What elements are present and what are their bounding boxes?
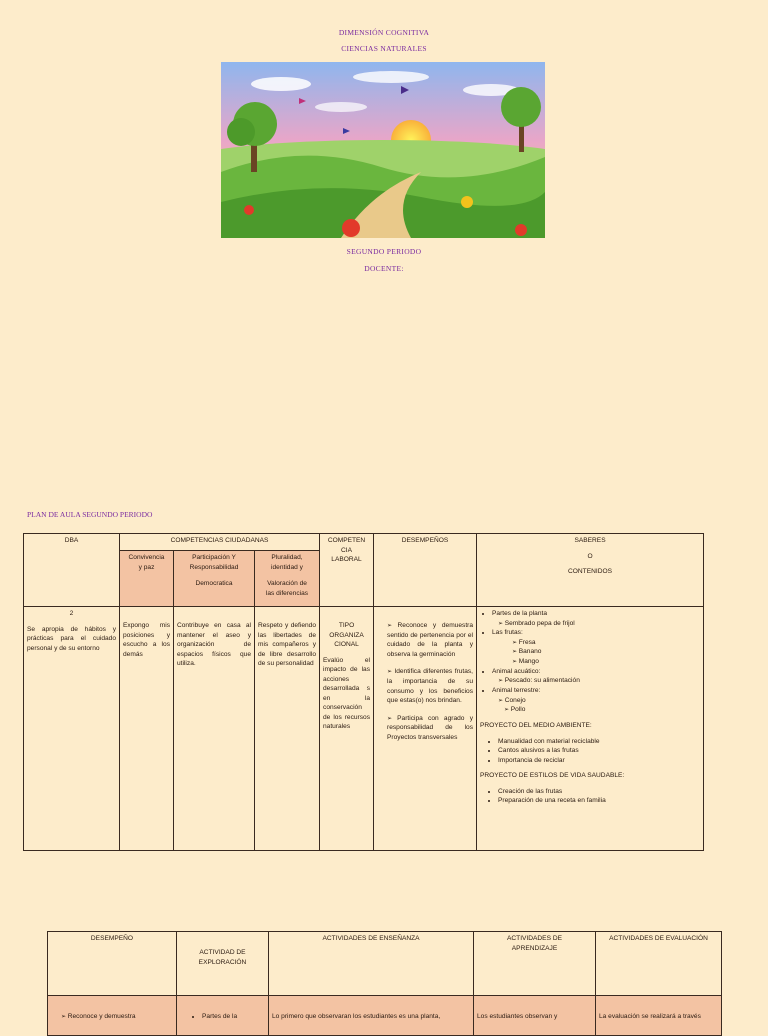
header-dba: DBA — [24, 534, 120, 607]
header-desempenos: DESEMPEÑOS — [374, 534, 477, 607]
list-item: ➢ Pollo — [504, 705, 700, 715]
list-item: • Cantos alusivos a las frutas — [498, 746, 700, 756]
plan-title: PLAN DE AULA SEGUNDO PERIODO — [27, 510, 153, 519]
header-ensenanza: ACTIVIDADES DE ENSEÑANZA — [269, 932, 474, 996]
desempeno-cell: ➢ Reconoce y demuestra — [48, 996, 177, 1036]
desempeno-item: ➢ Identifica diferentes frutas, la importancia de su consumo y los beneficios que estas(o) nos brindan. — [387, 667, 473, 705]
desempenos-cell — [374, 607, 477, 851]
convivencia-cell: Expongo mis posiciones y escucho a los demás — [120, 607, 174, 851]
header-competencias: COMPETENCIAS CIUDADANAS — [120, 534, 320, 551]
header-desempeno: DESEMPEÑO — [48, 932, 177, 996]
list-item: • Partes de la planta — [492, 609, 700, 619]
list-item: • Animal terrestre: — [492, 686, 700, 696]
header-laboral: COMPETEN CIA LABORAL — [320, 534, 374, 607]
saberes-cell — [477, 607, 704, 851]
header-evaluacion: ACTIVIDADES DE EVALUACIÓN — [596, 932, 722, 996]
subheader-participacion: Participación Y Responsabilidad Democratica — [174, 551, 255, 607]
laboral-cell: TIPO ORGANIZA CIONAL Evalúo el impacto de las acciones desarrollada s en la conservación de los recursos naturales — [320, 607, 374, 851]
list-item: • Las frutas: — [492, 628, 700, 638]
evaluacion-cell: La evaluación se realizará a través — [596, 996, 722, 1036]
header-exploracion: ACTIVIDAD DE EXPLORACIÓN — [177, 932, 269, 996]
proyecto-medio-ambiente: PROYECTO DEL MEDIO AMBIENTE: — [480, 722, 592, 729]
pluralidad-cell: Respeto y defiendo las libertades de mis compañeros y de libre desarrollo de su personalidad — [255, 607, 320, 851]
subheader-pluralidad: Pluralidad, identidad y Valoración de las diferencias — [255, 551, 320, 607]
list-item: • Importancia de reciclar — [498, 756, 700, 766]
subject-title: CIENCIAS NATURALES — [341, 44, 427, 53]
plan-table — [23, 533, 704, 851]
list-item: ➢ Fresa — [512, 638, 700, 648]
activities-table — [47, 931, 722, 1036]
list-item: • Creación de las frutas — [498, 787, 700, 797]
subheader-convivencia: Convivencia y paz — [120, 551, 174, 607]
proyecto-vida-saludable: PROYECTO DE ESTILOS DE VIDA SAUDABLE: — [480, 772, 625, 780]
dba-cell: 2 Se apropia de hábitos y prácticas para el cuidado personal y de su entorno — [24, 607, 120, 851]
participacion-cell: Contribuye en casa al mantener el aseo y organización de espacios físicos que utiliza. — [174, 607, 255, 851]
landscape-illustration — [221, 62, 545, 238]
header-aprendizaje: ACTIVIDADES DE APRENDIZAJE — [474, 932, 596, 996]
list-item: ➢ Mango — [512, 657, 700, 667]
list-item: ➢ Sembrado pepa de frijol — [498, 619, 700, 629]
period-title: SEGUNDO PERIODO — [346, 247, 422, 256]
teacher-label: DOCENTE: — [364, 264, 404, 273]
exploracion-cell: • Partes de la — [177, 996, 269, 1036]
aprendizaje-cell: Los estudiantes observan y — [474, 996, 596, 1036]
dimension-title: DIMENSIÓN COGNITIVA — [338, 28, 430, 37]
desempeno-item: ➢ Reconoce y demuestra sentido de pertenencia por el cuidado de la planta y observa la germinación — [387, 621, 473, 659]
list-item: ➢ Banano — [512, 647, 700, 657]
list-item: ➢ Pescado: su alimentación — [498, 676, 700, 686]
list-item: • Preparación de una receta en familia — [498, 796, 700, 806]
desempeno-item: ➢ Participa con agrado y responsabilidad de los Proyectos transversales — [387, 714, 473, 743]
ensenanza-cell: Lo primero que observaran los estudiantes es una planta, — [269, 996, 474, 1036]
list-item: • Manualidad con material reciclable — [498, 737, 700, 747]
list-item: • Animal acuático: — [492, 667, 700, 677]
list-item: ➢ Conejo — [498, 696, 700, 706]
header-saberes: SABERES O CONTENIDOS — [477, 534, 704, 607]
